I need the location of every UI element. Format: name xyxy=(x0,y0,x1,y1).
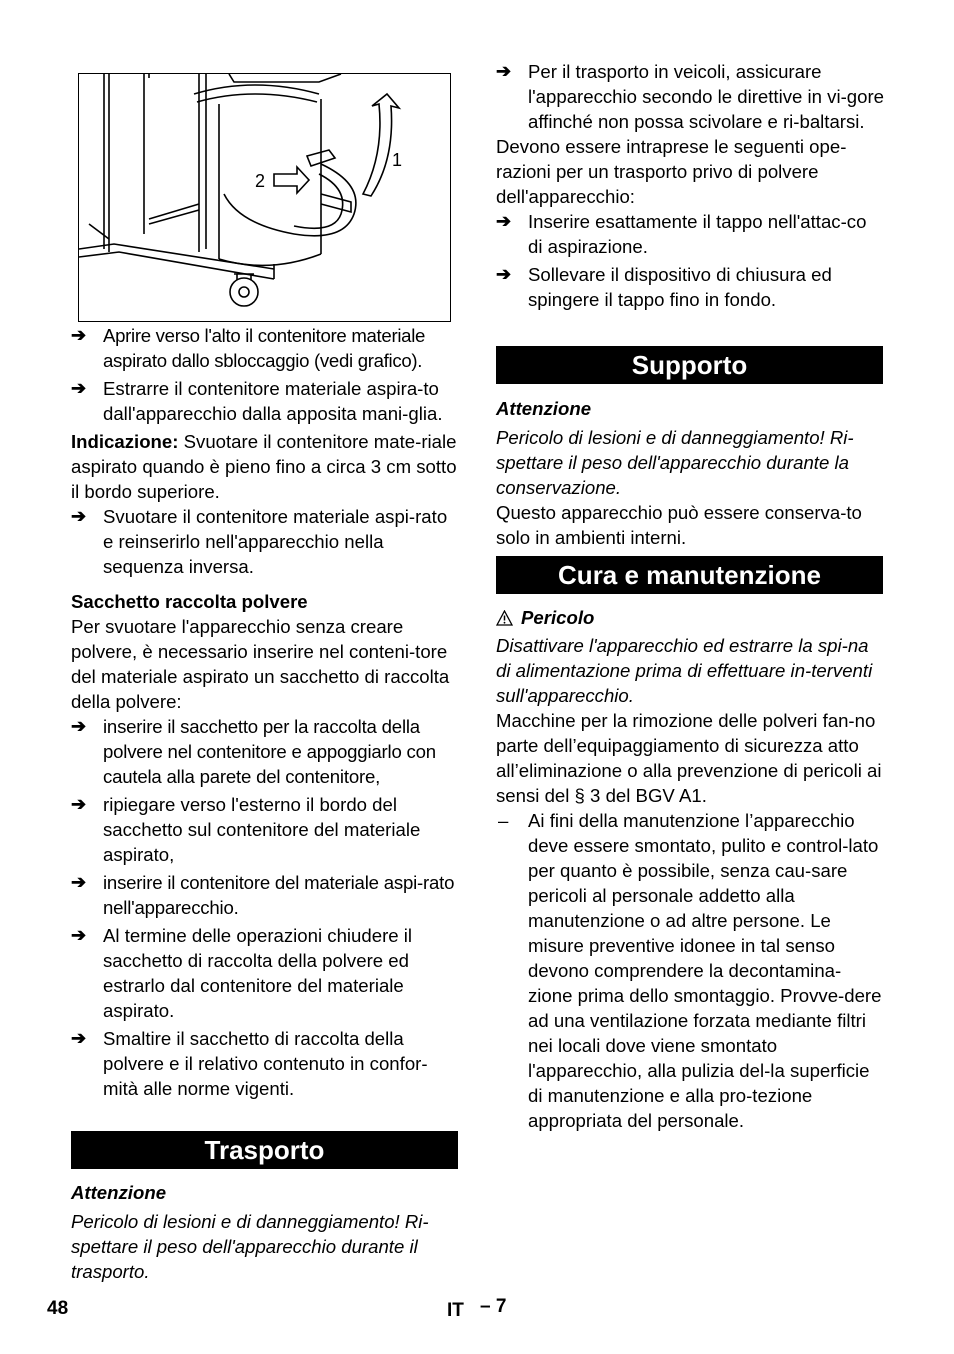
arrow-right-icon: ➔ xyxy=(71,716,86,736)
sub-heading-dust-bag: Sacchetto raccolta polvere xyxy=(71,591,308,612)
arrow-right-icon: ➔ xyxy=(71,506,87,526)
bullet-remove-container: ➔ Estrarre il contenitore materiale aspira-to dall'apparecchio dalla apposita mani-glia. xyxy=(71,378,443,424)
arrow-right-icon: ➔ xyxy=(71,872,86,892)
figure-container-illustration xyxy=(78,73,451,322)
dash-item-maintenance: – Ai fini della manutenzione l’apparecchio deve essere smontato, pulito e control-lato per quanto è possibile, senza cau-sare pericoli al personale addetto alla manutenzione o ad altre persone. Le misure preventive idonee in tal senso devono comprendere la decontamina-zione prima dello smontaggio. Provve-dere ad una ventilazione forzata mediante filtri nei locali dove viene smontato l'apparecchio, alla pulizia del-la superficie di manutenzione e alla pro-tezione appropriata del personale. xyxy=(498,810,882,1131)
bullet-reinsert-container: ➔ inserire il contenitore del materiale aspi-rato nell'apparecchio. xyxy=(71,872,455,918)
storage-paragraph: Questo apparecchio può essere conserva-to solo in ambienti interni. xyxy=(496,502,862,548)
section-page-number: – 7 xyxy=(480,1296,507,1317)
attention-label: Attenzione xyxy=(496,398,592,419)
figure-label-2: 2 xyxy=(255,171,266,191)
danger-heading xyxy=(496,605,884,630)
section-title-supporto: Supporto xyxy=(496,346,883,384)
note-paragraph xyxy=(71,429,459,504)
danger-label: Pericolo xyxy=(521,607,595,628)
transport-paragraph: Devono essere intraprese le seguenti ope-razioni per un trasporto privo di polvere dell'apparecchio: xyxy=(496,136,847,207)
arrow-right-icon: ➔ xyxy=(71,1028,87,1048)
attention-text: Pericolo di lesioni e di danneggiamento! Ri-spettare il peso dell'apparecchio durante il trasporto. xyxy=(71,1211,429,1282)
bullet-insert-bag: ➔ inserire il sacchetto per la raccolta della polvere nel contenitore e appoggiarlo con cautela alla parete del contenitore, xyxy=(71,716,436,787)
arrow-right-icon: ➔ xyxy=(71,378,87,398)
arrow-right-icon: ➔ xyxy=(496,61,512,81)
bullet-open-container: ➔ Aprire verso l'alto il contenitore materiale aspirato dallo sbloccaggio (vedi grafico). xyxy=(71,325,426,371)
arrow-right-icon: ➔ xyxy=(71,794,87,814)
bullet-dispose-bag: ➔ Smaltire il sacchetto di raccolta della polvere e il relativo contenuto in confor-mità alle norme vigenti. xyxy=(71,1028,428,1099)
language-code: IT xyxy=(447,1300,464,1321)
bullet-secure-vehicle: ➔ Per il trasporto in veicoli, assicurare l'apparecchio secondo le direttive in vi-gore affinché non possa scivolare e ri-baltarsi. xyxy=(496,61,884,132)
arrow-right-icon: ➔ xyxy=(71,925,87,945)
section-title-trasporto: Trasporto xyxy=(71,1131,458,1169)
bullet-close-bag: ➔ Al termine delle operazioni chiudere il sacchetto di raccolta della polvere ed estrarlo dal contenitore del materiale aspirato. xyxy=(71,925,413,1021)
page-number: 48 xyxy=(47,1298,69,1319)
note-text: Svuotare il contenitore mate-riale aspirato quando è pieno fino a circa 3 cm sotto il bordo superiore. xyxy=(71,431,457,502)
figure-label-1: 1 xyxy=(392,150,403,170)
bullet-empty-container: ➔ Svuotare il contenitore materiale aspi-rato e reinserirlo nell'apparecchio nella sequenza inversa. xyxy=(71,506,448,577)
attention-text: Pericolo di lesioni e di danneggiamento! Ri-spettare il peso dell'apparecchio durante la conservazione. xyxy=(496,427,854,498)
maintenance-paragraph: Macchine per la rimozione delle polveri fan-no parte dell’equipaggiamento di sicurezza atto all’eliminazione o alla prevenzione di pericoli ai sensi del § 3 del BGV A1. xyxy=(496,710,882,806)
dust-bag-paragraph: Per svuotare l'apparecchio senza creare polvere, è necessario inserire nel conteni-tore del materiale aspirato un sacchetto di raccolta della polvere: xyxy=(71,616,450,712)
danger-text: Disattivare l'apparecchio ed estrarre la spi-na di alimentazione prima di effettuare in-terventi sull'apparecchio. xyxy=(496,635,873,706)
dash-mark: – xyxy=(498,810,509,831)
section-title-cura-manutenzione: Cura e manutenzione xyxy=(496,556,883,594)
bullet-lift-closure: ➔ Sollevare il dispositivo di chiusura ed spingere il tappo fino in fondo. xyxy=(496,264,832,310)
warning-triangle-icon xyxy=(496,610,513,626)
arrow-right-icon: ➔ xyxy=(496,264,512,284)
attention-label: Attenzione xyxy=(71,1182,167,1203)
vacuum-illustration xyxy=(79,74,450,321)
note-label: Indicazione: xyxy=(71,431,179,452)
bullet-insert-cap: ➔ Inserire esattamente il tappo nell'attac-co di aspirazione. xyxy=(496,211,867,257)
bullet-fold-edge: ➔ ripiegare verso l'esterno il bordo del sacchetto sul contenitore del materiale aspirato, xyxy=(71,794,421,865)
arrow-right-icon: ➔ xyxy=(71,325,86,345)
arrow-right-icon: ➔ xyxy=(496,211,512,231)
